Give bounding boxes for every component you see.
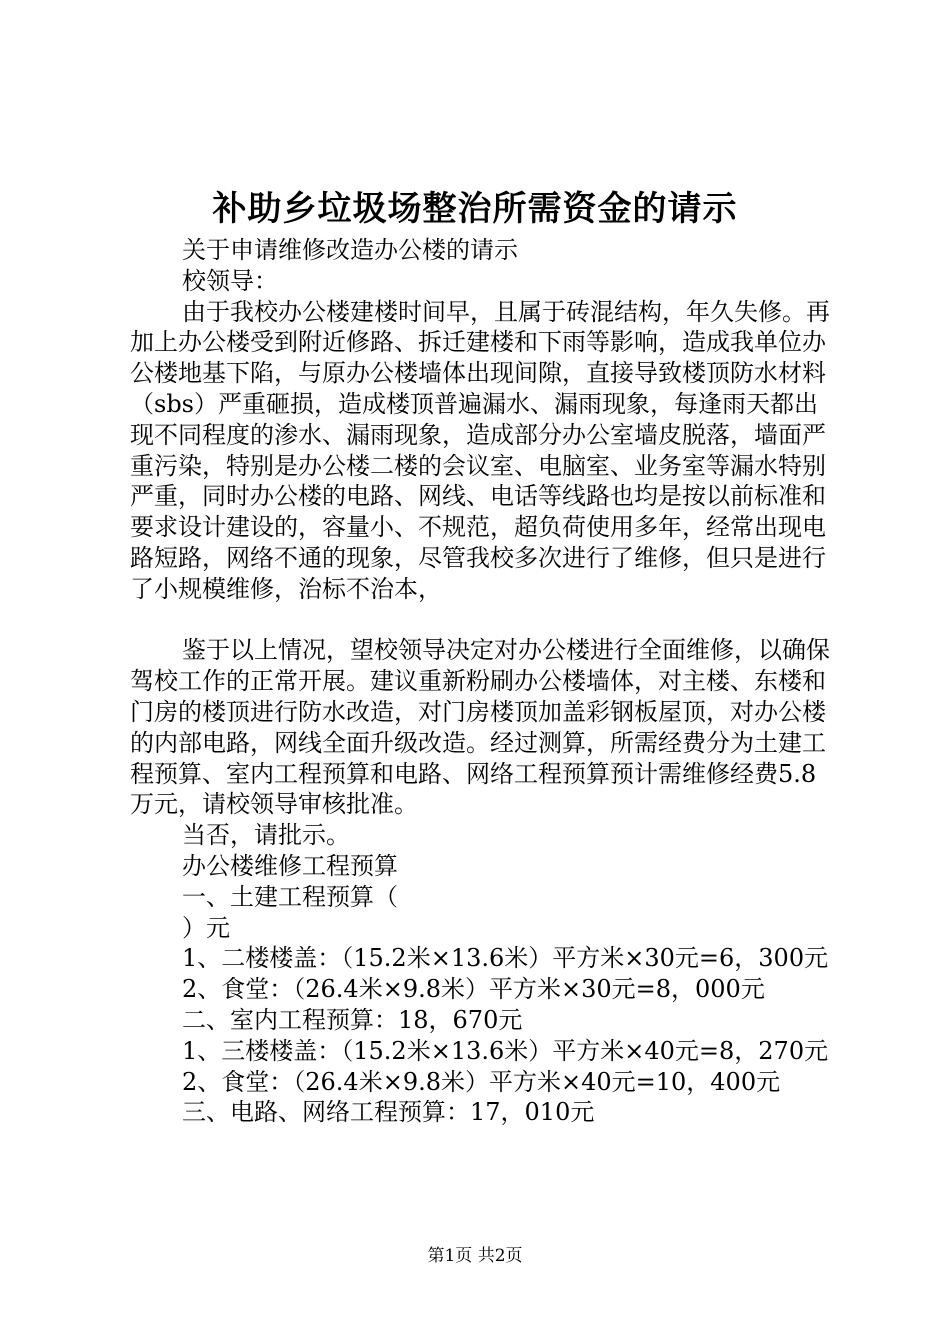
budget-section-2-title: 二、室内工程预算：18，670元 [182,1005,523,1034]
closing-line: 当否，请批示。 [182,821,350,850]
budget-heading: 办公楼维修工程预算 [182,851,398,880]
budget-section-1-title: 一、土建工程预算（ [182,882,398,911]
budget-item: 2、食堂：（26.4米×9.8米）平方米×40元=10，400元 [182,1067,781,1096]
document-title: 补助乡垃圾场整治所需资金的请示 [212,189,738,229]
budget-section-1-unit: ）元 [182,913,230,942]
paragraph-spacer [130,605,830,636]
budget-section-3-title: 三、电路、网络工程预算：17，010元 [182,1098,595,1127]
budget-item: 2、食堂：（26.4米×9.8米）平方米×30元=8，000元 [182,975,765,1004]
budget-item: 1、三楼楼盖：（15.2米×13.6米）平方米×40元=8，270元 [182,1036,829,1065]
subtitle: 关于申请维修改造办公楼的请示 [182,236,518,264]
document-body [130,235,830,1128]
page-footer: 第1页 共2页 [427,1246,523,1266]
paragraph-1: 由于我校办公楼建楼时间早，且属于砖混结构，年久失修。再加上办公楼受到附近修路、拆迁建楼和下雨等影响，造成我单位办公楼地基下陷，与原办公楼墙体出现间隙，直接导致楼顶防水材料（sbs）严重砸损，造成楼顶普遍漏水、漏雨现象，每逢雨天都出现不同程度的渗水、漏雨现象，造成部分办公室墙皮脱落，墙面严重污染，特别是办公楼二楼的会议室、电脑室、业务室等漏水特别严重，同时办公楼的电路、网线、电话等线路也均是按以前标准和要求设计建设的，容量小、不规范，超负荷使用多年，经常出现电路短路，网络不通的现象，尽管我校多次进行了维修，但只是进行了小规模维修，治标不治本， [130,297,830,603]
paragraph-2: 鉴于以上情况，望校领导决定对办公楼进行全面维修，以确保驾校工作的正常开展。建议重新粉刷办公楼墙体，对主楼、东楼和门房的楼顶进行防水改造，对门房楼顶加盖彩钢板屋顶，对办公楼的内部电路，网线全面升级改造。经过测算，所需经费分为土建工程预算、室内工程预算和电路、网络工程预算预计需维修经费5.8万元，请校领导审核批准。 [130,636,830,819]
budget-item: 1、二楼楼盖：（15.2米×13.6米）平方米×30元=6，300元 [182,944,829,973]
salutation: 校领导： [182,266,278,295]
